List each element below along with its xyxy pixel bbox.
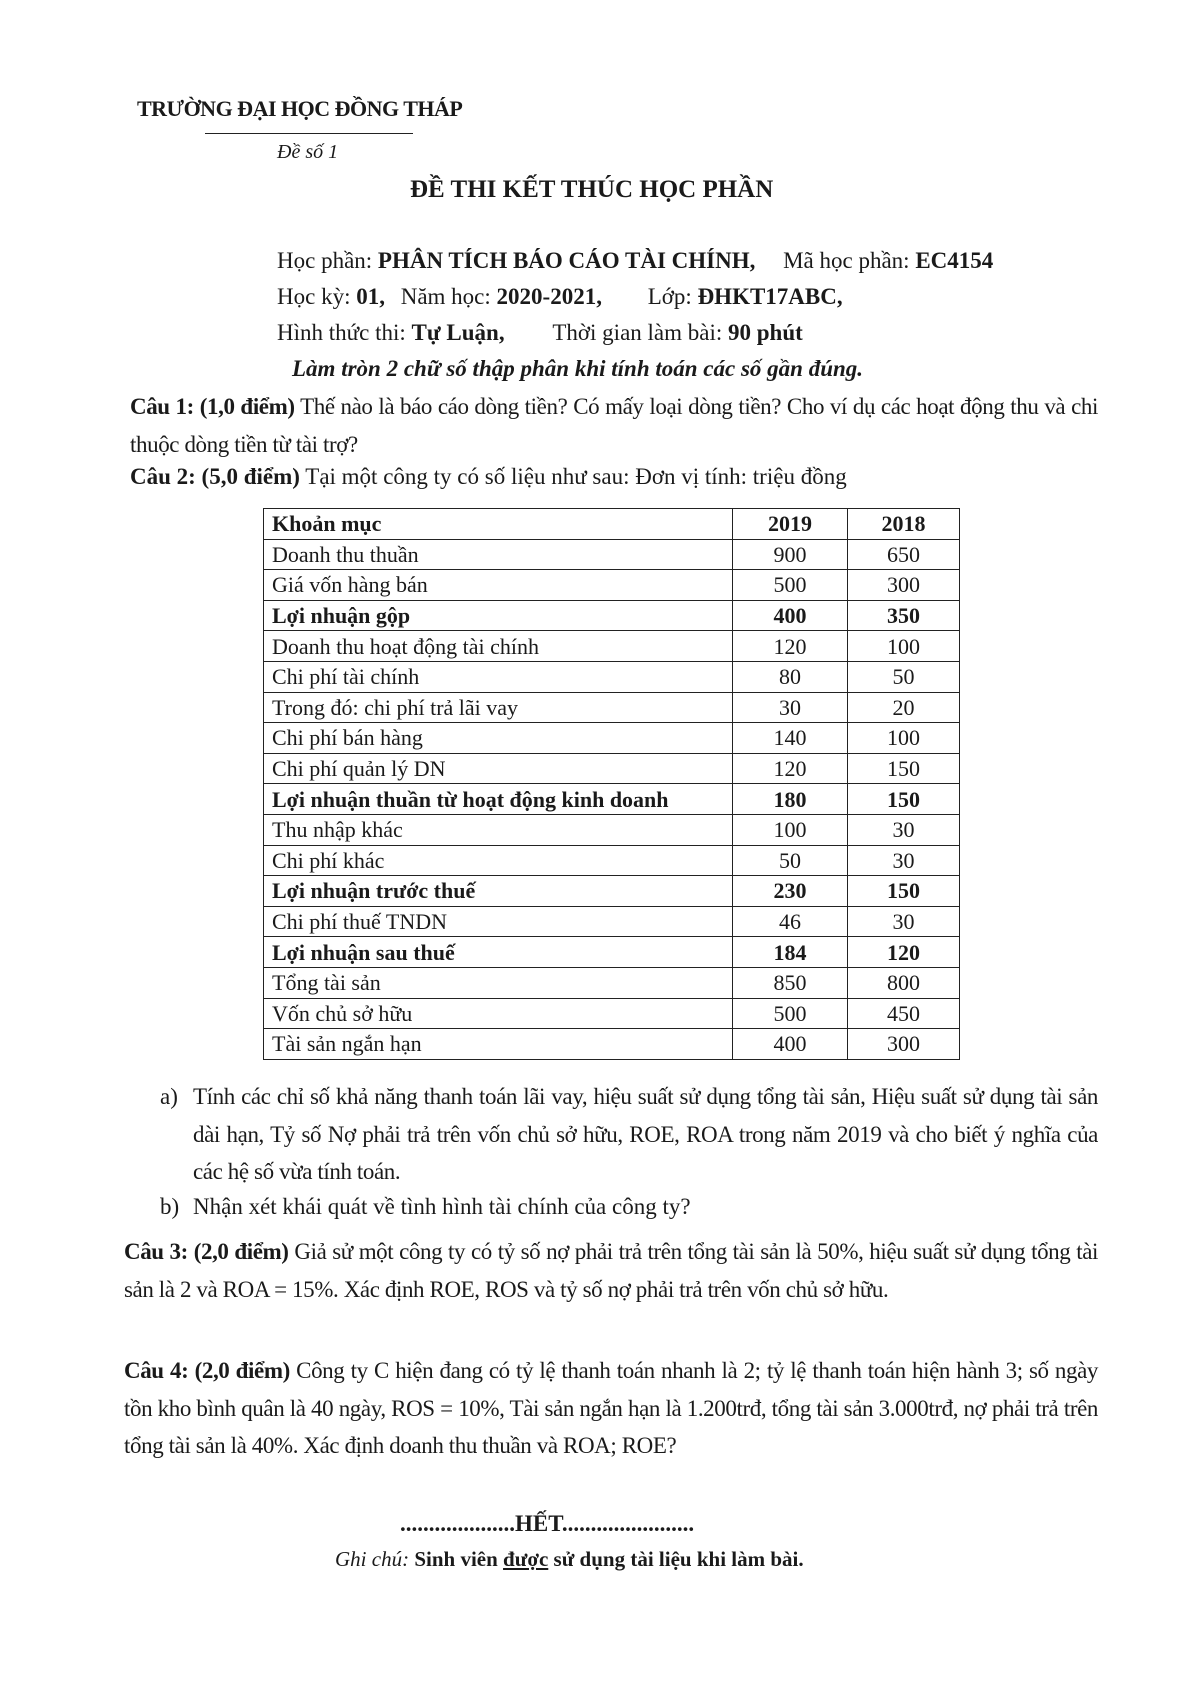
- course-line: [277, 248, 993, 274]
- table-row: [264, 814, 960, 845]
- form-label: Hình thức thi:: [277, 320, 406, 345]
- financial-table: [263, 508, 960, 1060]
- row-2019: 100: [733, 814, 848, 845]
- time: 90 phút: [728, 320, 803, 345]
- note-underlined: được: [503, 1547, 549, 1571]
- row-2018: 300: [848, 1029, 960, 1060]
- question-2-text: Tại một công ty có số liệu như sau: Đơn vị tính: triệu đồng: [299, 464, 847, 489]
- form: Tự Luận,: [411, 320, 505, 345]
- school-name: TRƯỜNG ĐẠI HỌC ĐỒNG THÁP: [137, 96, 463, 121]
- table-row: [264, 876, 960, 907]
- row-item: Vốn chủ sở hữu: [264, 998, 733, 1029]
- row-2018: 300: [848, 570, 960, 601]
- table-row: [264, 723, 960, 754]
- row-2018: 350: [848, 600, 960, 631]
- note-label: Ghi chú:: [335, 1547, 410, 1571]
- course-code: EC4154: [915, 248, 994, 273]
- table-row: [264, 784, 960, 815]
- row-item: Tổng tài sản: [264, 967, 733, 998]
- row-2018: 450: [848, 998, 960, 1029]
- question-4: [124, 1352, 1098, 1465]
- row-2018: 100: [848, 723, 960, 754]
- table-row: [264, 967, 960, 998]
- note-post: sử dụng tài liệu khi làm bài.: [548, 1547, 804, 1571]
- row-item: Chi phí khác: [264, 845, 733, 876]
- table-row: [264, 631, 960, 662]
- row-2018: 800: [848, 967, 960, 998]
- row-2019: 46: [733, 906, 848, 937]
- row-2019: 80: [733, 661, 848, 692]
- row-2019: 184: [733, 937, 848, 968]
- part-b-text: Nhận xét khái quát về tình hình tài chính của công ty?: [193, 1194, 691, 1219]
- row-2018: 20: [848, 692, 960, 723]
- table-row: [264, 539, 960, 570]
- table-header-row: [264, 509, 960, 540]
- row-2019: 400: [733, 1029, 848, 1060]
- semester-line: [277, 284, 843, 310]
- question-4-text: Công ty C hiện đang có tỷ lệ thanh toán nhanh là 2; tỷ lệ thanh toán hiện hành 3; số ngày tồn kho bình quân là 40 ngày, ROS = 10%, Tài sản ngắn hạn là 1.200trđ, tổng tài sản 3.000trđ, nợ phải trả trên tổng tài sản là 40%. Xác định doanh thu thuần và ROA; ROE?: [124, 1358, 1098, 1458]
- row-2018: 30: [848, 906, 960, 937]
- row-item: Lợi nhuận gộp: [264, 600, 733, 631]
- form-line: [277, 320, 803, 346]
- row-2018: 30: [848, 845, 960, 876]
- question-3-text: Giả sử một công ty có tỷ số nợ phải trả trên tổng tài sản là 50%, hiệu suất sử dụng tổng tài sản là 2 và ROA = 15%. Xác định ROE, ROS và tỷ số nợ phải trả trên vốn chủ sở hữu.: [124, 1239, 1098, 1302]
- row-2019: 500: [733, 570, 848, 601]
- part-b-marker: b): [160, 1194, 180, 1219]
- row-2019: 180: [733, 784, 848, 815]
- row-2019: 900: [733, 539, 848, 570]
- row-2019: 140: [733, 723, 848, 754]
- note-pre: Sinh viên: [409, 1547, 504, 1571]
- question-1: [130, 388, 1098, 463]
- header-2018: 2018: [848, 509, 960, 540]
- course-code-label: Mã học phần:: [783, 248, 910, 273]
- page-title: ĐỀ THI KẾT THÚC HỌC PHẦN: [410, 176, 774, 203]
- question-3: [124, 1233, 1098, 1308]
- question-3-label: Câu 3: (2,0 điểm): [124, 1239, 289, 1264]
- row-2019: 400: [733, 600, 848, 631]
- part-a-marker: a): [160, 1084, 178, 1109]
- row-item: Lợi nhuận trước thuế: [264, 876, 733, 907]
- row-item: Trong đó: chi phí trả lãi vay: [264, 692, 733, 723]
- semester-label: Học kỳ:: [277, 284, 351, 309]
- question-1-text: Thế nào là báo cáo dòng tiền? Có mấy loại dòng tiền? Cho ví dụ các hoạt động thu và chi thuộc dòng tiền từ tài trợ?: [130, 394, 1098, 457]
- semester: 01,: [356, 284, 385, 309]
- row-item: Doanh thu hoạt động tài chính: [264, 631, 733, 662]
- row-item: Doanh thu thuần: [264, 539, 733, 570]
- header-item: Khoản mục: [264, 509, 733, 540]
- row-item: Chi phí thuế TNDN: [264, 906, 733, 937]
- table-row: [264, 998, 960, 1029]
- row-2018: 50: [848, 661, 960, 692]
- row-item: Lợi nhuận thuần từ hoạt động kinh doanh: [264, 784, 733, 815]
- course-label: Học phần:: [277, 248, 373, 273]
- row-item: Giá vốn hàng bán: [264, 570, 733, 601]
- part-a-text: Tính các chỉ số khả năng thanh toán lãi vay, hiệu suất sử dụng tổng tài sản, Hiệu suất sử dụng tài sản dài hạn, Tỷ số Nợ phải trả trên vốn chủ sở hữu, ROE, ROA trong năm 2019 và cho biết ý nghĩa của các hệ số vừa tính toán.: [193, 1084, 1098, 1184]
- question-1-label: Câu 1: (1,0 điểm): [130, 394, 295, 419]
- row-2019: 30: [733, 692, 848, 723]
- row-item: Chi phí bán hàng: [264, 723, 733, 754]
- table-row: [264, 753, 960, 784]
- table-row: [264, 906, 960, 937]
- row-2019: 230: [733, 876, 848, 907]
- footer-note: [335, 1547, 804, 1572]
- question-4-label: Câu 4: (2,0 điểm): [124, 1358, 290, 1383]
- row-2018: 120: [848, 937, 960, 968]
- row-item: Tài sản ngắn hạn: [264, 1029, 733, 1060]
- row-item: Lợi nhuận sau thuế: [264, 937, 733, 968]
- year-label: Năm học:: [400, 284, 491, 309]
- row-2018: 150: [848, 753, 960, 784]
- table-row: [264, 937, 960, 968]
- row-item: Thu nhập khác: [264, 814, 733, 845]
- row-2019: 850: [733, 967, 848, 998]
- class-label: Lớp:: [647, 284, 692, 309]
- table-row: [264, 692, 960, 723]
- row-2019: 120: [733, 753, 848, 784]
- header-2019: 2019: [733, 509, 848, 540]
- question-2-label: Câu 2: (5,0 điểm): [130, 464, 300, 489]
- table-row: [264, 570, 960, 601]
- row-2018: 150: [848, 784, 960, 815]
- end-marker: ....................HẾT.......................: [400, 1511, 695, 1536]
- row-item: Chi phí quản lý DN: [264, 753, 733, 784]
- row-2018: 150: [848, 876, 960, 907]
- row-2019: 50: [733, 845, 848, 876]
- row-2018: 100: [848, 631, 960, 662]
- row-2019: 500: [733, 998, 848, 1029]
- table-row: [264, 845, 960, 876]
- course-name: PHÂN TÍCH BÁO CÁO TÀI CHÍNH,: [377, 248, 756, 273]
- exam-number: Đề số 1: [277, 141, 339, 163]
- year: 2020-2021,: [496, 284, 602, 309]
- header-divider: [205, 133, 413, 134]
- row-2018: 30: [848, 814, 960, 845]
- time-label: Thời gian làm bài:: [552, 320, 723, 345]
- row-2019: 120: [733, 631, 848, 662]
- table-row: [264, 600, 960, 631]
- table-row: [264, 1029, 960, 1060]
- row-item: Chi phí tài chính: [264, 661, 733, 692]
- table-row: [264, 661, 960, 692]
- question-2: [130, 464, 847, 490]
- rounding-note: Làm tròn 2 chữ số thập phân khi tính toán các số gần đúng.: [292, 356, 864, 381]
- class: ĐHKT17ABC,: [697, 284, 843, 309]
- row-2018: 650: [848, 539, 960, 570]
